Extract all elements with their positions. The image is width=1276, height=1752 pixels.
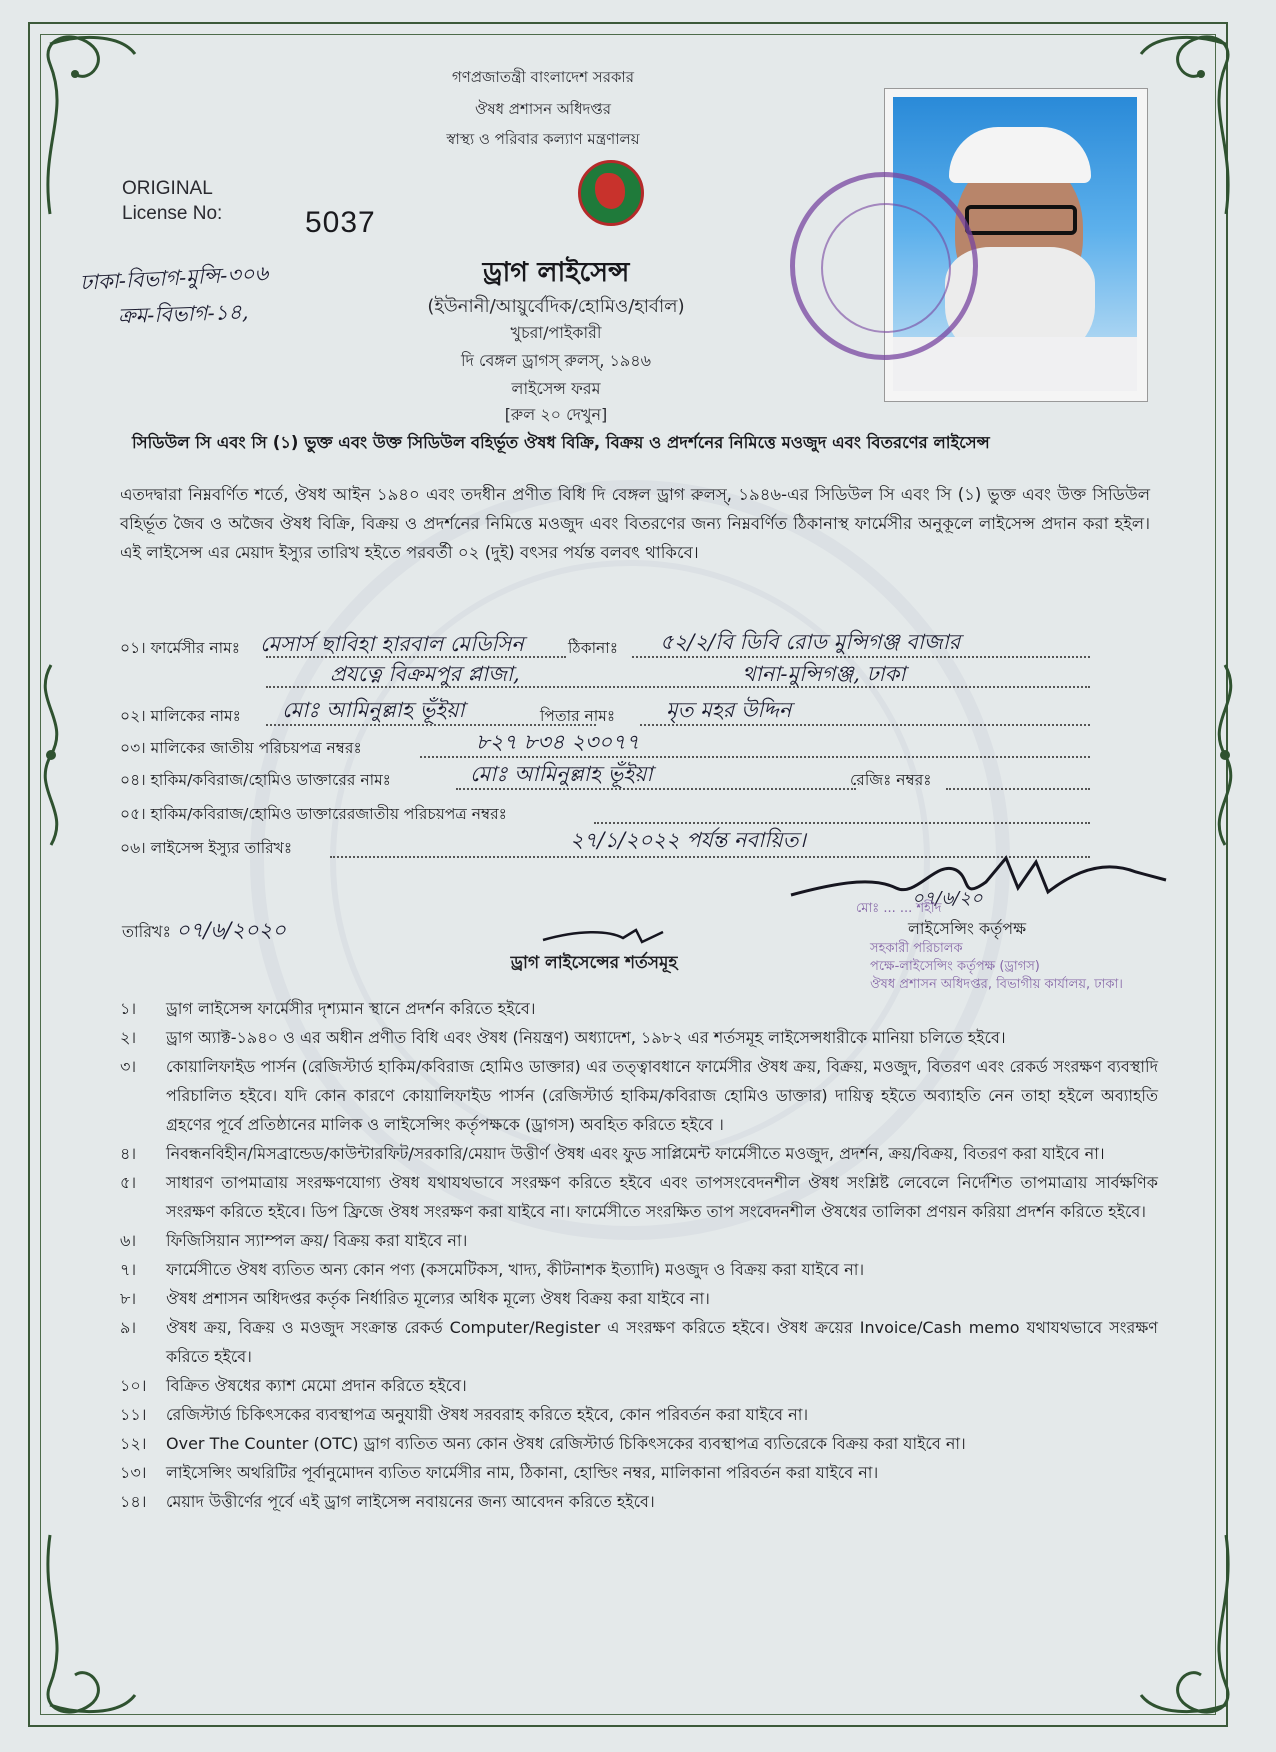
- condition-item: ৬। ফিজিসিয়ান স্যাম্পল ক্রয়/ বিক্রয় করা যাইবে না।: [120, 1231, 468, 1250]
- conditions-title: ড্রাগ লাইসেন্সের শর্তসমূহ: [510, 953, 678, 973]
- stamp-line-2: সহকারী পরিচালক: [870, 941, 963, 956]
- condition-item: ৮। ঔষধ প্রশাসন অধিদপ্তর কর্তৃক নির্ধারিত মূল্যের অধিক মূল্যে ঔষধ বিক্রয় করা যাইবে না।: [120, 1289, 710, 1308]
- license-no-label: License No:: [122, 203, 223, 224]
- field-practitioner-nid-label: ০৫। হাকিম/কবিরাজ/হোমিও ডাক্তারেরজাতীয় পরিচয়পত্র নম্বরঃ: [120, 805, 507, 823]
- condition-item: ২। ড্রাগ অ্যাক্ট-১৯৪০ ও এর অধীন প্রণীত বিধি এবং ঔষধ (নিয়ন্ত্রণ) অধ্যাদেশ, ১৯৮২ এর শর্তসমূহ লাইসেন্সধারীকে মানিয়া চলিতে হইবে।: [120, 1028, 1006, 1047]
- ministry-title: স্বাস্থ্য ও পরিবার কল্যাণ মন্ত্রণালয়: [446, 130, 640, 148]
- retail-wholesale: খুচরা/পাইকারী: [510, 323, 602, 342]
- condition-item: ৭। ফার্মেসীতে ঔষধ ব্যতিত অন্য কোন পণ্য (কসমেটিকস, খাদ্য, কীটনাশক ইত্যাদি) মওজুদ ও বিক্রয় করা যাইবে না।: [120, 1260, 865, 1279]
- field-issue-date-value: ২৭/১/২০২২ পর্যন্ত নবায়িত।: [570, 828, 806, 852]
- field-address-line2-value: প্রযত্নে বিক্রমপুর প্লাজা,: [330, 662, 520, 686]
- license-form: লাইসেন্স ফরম: [511, 379, 601, 398]
- conditions-list: [120, 994, 1158, 1516]
- condition-item: ১৩। লাইসেন্সিং অথরিটির পূর্বানুমোদন ব্যতিত ফার্মেসীর নাম, ঠিকানা, হোল্ডিং নম্বর, মালিকানা পরিবর্তন করা যাইবে না।: [120, 1463, 879, 1482]
- corner-ornament-bottom-left: [30, 1530, 140, 1725]
- field-address-line2-value-b: থানা-মুন্সিগঞ্জ, ঢাকা: [742, 662, 906, 686]
- rules-reference: দি বেঙ্গল ড্রাগস্ রুলস্, ১৯৪৬: [460, 351, 652, 370]
- schedule-heading: সিডিউল সি এবং সি (১) ভুক্ত এবং উক্ত সিডিউল বহির্ভূত ঔষধ বিক্রি, বিক্রয় ও প্রদর্শনের নিমিত্তে মওজুদ এবং বিতরণের লাইসেন্স: [132, 433, 990, 452]
- condition-item: ১। ড্রাগ লাইসেন্স ফার্মেসীর দৃশ্যমান স্থানে প্রদর্শন করিতে হইবে।: [120, 999, 536, 1018]
- side-ornament-left: [26, 660, 76, 850]
- condition-item: ৫। সাধারণ তাপমাত্রায় সংরক্ষণযোগ্য ঔষধ যথাযথভাবে সংরক্ষণ করিতে হইবে এবং তাপসংবেদনশীল ঔষধ সংশ্লিষ্ট লেবেলে নির্দেশিত তাপমাত্রায় সার্বক্ষণিক সংরক্ষণ করিতে হইবে। ডিপ ফ্রিজে ঔষধ সংরক্ষণ করা যাইবে না। ফার্মেসীতে সংরক্ষিত তাপ সংবেদনশীল ঔষধের তালিকা প্রণয়ন করিয়া প্রদর্শন করিতে হইবে।: [120, 1173, 1158, 1221]
- condition-item: ৯। ঔষধ ক্রয়, বিক্রয় ও মওজুদ সংক্রান্ত রেকর্ড Computer/Register এ সংরক্ষণ করিতে হইবে। ঔষধ ক্রয়ের Invoice/Cash memo যথাযথভাবে সংরক্ষণ করিতে হইবে।: [120, 1318, 1158, 1366]
- document-title: ড্রাগ লাইসেন্স: [482, 257, 630, 288]
- corner-ornament-bottom-right: [1136, 1530, 1246, 1725]
- rule-reference: [রুল ২০ দেখুন]: [504, 405, 608, 424]
- intro-paragraph: এতদদ্বারা নিম্নবর্ণিত শর্তে, ঔষধ আইন ১৯৪০ এবং তদধীন প্রণীত বিধি দি বেঙ্গল ড্রাগ রুলস্, ১৯৪৬-এর সিডিউল সি এবং সি (১) ভুক্ত এবং উক্ত সিডিউল বহির্ভূত জৈব ও অজৈব ঔষধ বিক্রি, বিক্রয় ও প্রদর্শনের নিমিত্তে মওজুদ এবং বিতরণের জন্য নিম্নবর্ণিত ঠিকানাস্থ ফার্মেসীর অনুকূলে লাইসেন্স প্রদান করা হইল। এই লাইসেন্স এর মেয়াদ ইস্যুর তারিখ হইতে পরবর্তী ০২ (দুই) বৎসর পর্যন্ত বলবৎ থাকিবে।: [120, 485, 1150, 562]
- government-emblem-icon: [578, 160, 644, 226]
- stamp-line-3: পক্ষে-লাইসেন্সিং কর্তৃপক্ষ (ড্রাগস): [870, 959, 1040, 974]
- field-owner-name-label: ০২। মালিকের নামঃ: [120, 707, 241, 725]
- condition-item: ৩। কোয়ালিফাইড পার্সন (রেজিস্টার্ড হাকিম/কবিরাজ হোমিও ডাক্তার) এর তত্ত্বাবধানে ফার্মেসীর ঔষধ ক্রয়, বিক্রয়, মওজুদ, বিতরণ এবং রেকর্ড সংরক্ষণ ব্যবস্থাদি পরিচালিত হইবে। যদি কোন কারণে কোয়ালিফাইড পার্সন (রেজিস্টার্ড হাকিম/কবিরাজ হোমিও ডাক্তার) দায়িত্ব হইতে অব্যাহতি নেন তাহা হইলে অব্যাহতি গ্রহণের পূর্বে প্রতিষ্ঠানের মালিক ও লাইসেন্সিং কর্তৃপক্ষকে (ড্রাগস) অবহিত করিতে হইবে ।: [120, 1057, 1158, 1134]
- condition-item: ৪। নিবন্ধনবিহীন/মিসব্রান্ডেড/কাউন্টারফিট/সরকারি/মেয়াদ উত্তীর্ণ ঔষধ এবং ফুড সাপ্লিমেন্ট ফার্মেসীতে মওজুদ, প্রদর্শন, ক্রয়/বিক্রয়, বিতরণ করা যাইবে না।: [120, 1144, 1105, 1163]
- field-father-name-value: মৃত মহর উদ্দিন: [666, 698, 792, 722]
- field-owner-name-value: মোঃ আমিনুল্লাহ ভূঁইয়া: [282, 698, 465, 722]
- stamp-line-1: মোঃ ... ... শহীদ: [856, 901, 942, 916]
- corner-ornament-top-right: [1136, 24, 1246, 224]
- license-number: 5037: [305, 206, 376, 239]
- condition-item: ১০। বিক্রিত ঔষধের ক্যাশ মেমো প্রদান করিতে হইবে।: [120, 1376, 467, 1395]
- field-pharmacy-name-label: ০১। ফার্মেসীর নামঃ: [120, 639, 241, 657]
- field-owner-nid-value: ৮২৭ ৮৩৪ ২৩০৭৭: [476, 730, 640, 754]
- side-ornament-right: [1200, 660, 1250, 850]
- initial-mark-icon: [538, 924, 668, 948]
- field-address-label: ঠিকানাঃ: [568, 639, 619, 657]
- field-practitioner-name-value: মোঃ আমিনুল্লাহ ভূঁইয়া: [470, 762, 653, 786]
- date-label: তারিখঃ: [122, 922, 172, 941]
- handwritten-reference-2: ক্রম-বিভাগ-১৪,: [117, 299, 249, 329]
- date-field: [122, 914, 286, 949]
- condition-item: ১২। Over The Counter (OTC) ড্রাগ ব্যতিত অন্য কোন ঔষধ রেজিস্টার্ড চিকিৎসকের ব্যবস্থাপত্র ব্যতিরেকে বিক্রয় করা যাইবে না।: [120, 1434, 966, 1453]
- field-practitioner-name-label: ০৪। হাকিম/কবিরাজ/হোমিও ডাক্তারের নামঃ: [120, 771, 391, 789]
- condition-item: ১৪। মেয়াদ উত্তীর্ণের পূর্বে এই ড্রাগ লাইসেন্স নবায়নের জন্য আবেদন করিতে হইবে।: [120, 1492, 655, 1511]
- condition-item: ১১। রেজিস্টার্ড চিকিৎসকের ব্যবস্থাপত্র অনুযায়ী ঔষধ সরবরাহ করিতে হইবে, কোন পরিবর্তন করা যাইবে না।: [120, 1405, 809, 1424]
- stamp-line-4: ঔষধ প্রশাসন অধিদপ্তর, বিভাগীয় কার্যালয়, ঢাকা।: [870, 977, 1123, 992]
- licensing-authority-label: লাইসেন্সিং কর্তৃপক্ষ: [908, 919, 1027, 938]
- field-owner-nid-label: ০৩। মালিকের জাতীয় পরিচয়পত্র নম্বরঃ: [120, 739, 362, 757]
- date-value: ০৭/৬/২০২০: [176, 918, 286, 942]
- field-father-name-label: পিতার নামঃ: [540, 707, 616, 725]
- field-address-value: ৫২/২/বি ডিবি রোড মুন্সিগঞ্জ বাজার: [660, 630, 961, 654]
- license-type: (ইউনানী/আয়ুর্বেদিক/হোমিও/হার্বাল): [427, 296, 685, 317]
- license-label-block: [122, 176, 222, 226]
- official-seal-stamp: [790, 172, 978, 360]
- field-pharmacy-name-value: মেসার্স ছাবিহা হারবাল মেডিসিন: [260, 632, 524, 656]
- original-label: ORIGINAL: [122, 178, 213, 199]
- government-title: গণপ্রজাতন্ত্রী বাংলাদেশ সরকার: [451, 68, 635, 86]
- signature-date: ০৭/৬/২০: [912, 888, 983, 909]
- directorate-title: ঔষধ প্রশাসন অধিদপ্তর: [475, 100, 611, 118]
- field-issue-date-label: ০৬। লাইসেন্স ইস্যুর তারিখঃ: [120, 839, 293, 857]
- field-reg-no-label: রেজিঃ নম্বরঃ: [850, 771, 932, 789]
- handwritten-reference-1: ঢাকা-বিভাগ-মুন্সি-৩০৬: [79, 261, 269, 295]
